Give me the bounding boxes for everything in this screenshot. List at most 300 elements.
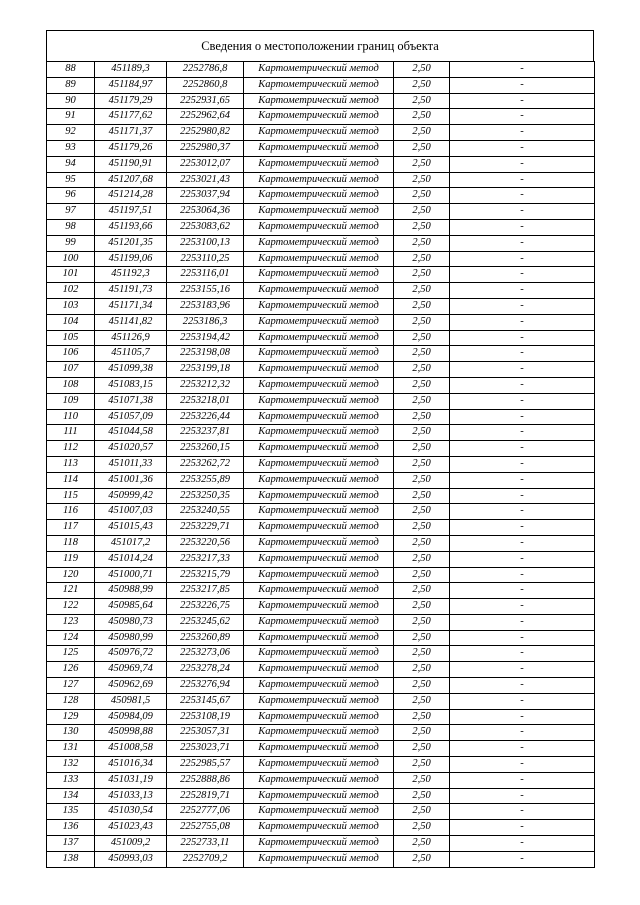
y-coordinate-cell: 2252888,86 (167, 772, 244, 788)
y-coordinate-cell: 2252962,64 (167, 109, 244, 125)
point-number-cell: 109 (47, 393, 95, 409)
y-coordinate-cell: 2253278,24 (167, 662, 244, 678)
method-cell: Картометрический метод (244, 219, 394, 235)
y-coordinate-cell: 2252709,2 (167, 851, 244, 867)
x-coordinate-cell: 451197,51 (95, 204, 167, 220)
method-cell: Картометрический метод (244, 330, 394, 346)
x-coordinate-cell: 450993,03 (95, 851, 167, 867)
description-cell: - (450, 377, 595, 393)
table-row (47, 425, 595, 441)
accuracy-cell: 2,50 (394, 520, 450, 536)
x-coordinate-cell: 451011,33 (95, 456, 167, 472)
x-coordinate-cell: 451023,43 (95, 820, 167, 836)
point-number-cell: 118 (47, 535, 95, 551)
y-coordinate-cell: 2253012,07 (167, 156, 244, 172)
accuracy-cell: 2,50 (394, 535, 450, 551)
method-cell: Картометрический метод (244, 125, 394, 141)
x-coordinate-cell: 451207,68 (95, 172, 167, 188)
description-cell: - (450, 441, 595, 457)
x-coordinate-cell: 450988,99 (95, 583, 167, 599)
description-cell: - (450, 820, 595, 836)
y-coordinate-cell: 2253194,42 (167, 330, 244, 346)
accuracy-cell: 2,50 (394, 820, 450, 836)
method-cell: Картометрический метод (244, 583, 394, 599)
accuracy-cell: 2,50 (394, 156, 450, 172)
table-row (47, 646, 595, 662)
description-cell: - (450, 409, 595, 425)
table-row (47, 851, 595, 867)
table-row (47, 172, 595, 188)
description-cell: - (450, 330, 595, 346)
description-cell: - (450, 599, 595, 615)
table-row (47, 377, 595, 393)
accuracy-cell: 2,50 (394, 456, 450, 472)
x-coordinate-cell: 450981,5 (95, 693, 167, 709)
table-row (47, 678, 595, 694)
accuracy-cell: 2,50 (394, 836, 450, 852)
description-cell: - (450, 567, 595, 583)
accuracy-cell: 2,50 (394, 741, 450, 757)
table-row (47, 456, 595, 472)
table-row (47, 314, 595, 330)
y-coordinate-cell: 2252985,57 (167, 757, 244, 773)
x-coordinate-cell: 451009,2 (95, 836, 167, 852)
y-coordinate-cell: 2253226,44 (167, 409, 244, 425)
point-number-cell: 94 (47, 156, 95, 172)
x-coordinate-cell: 451179,29 (95, 93, 167, 109)
description-cell: - (450, 693, 595, 709)
y-coordinate-cell: 2253245,62 (167, 614, 244, 630)
method-cell: Картометрический метод (244, 93, 394, 109)
accuracy-cell: 2,50 (394, 172, 450, 188)
accuracy-cell: 2,50 (394, 725, 450, 741)
table-row (47, 772, 595, 788)
table-row (47, 62, 595, 78)
accuracy-cell: 2,50 (394, 630, 450, 646)
accuracy-cell: 2,50 (394, 346, 450, 362)
x-coordinate-cell: 451099,38 (95, 362, 167, 378)
y-coordinate-cell: 2252755,08 (167, 820, 244, 836)
x-coordinate-cell: 451017,2 (95, 535, 167, 551)
description-cell: - (450, 551, 595, 567)
y-coordinate-cell: 2253116,01 (167, 267, 244, 283)
point-number-cell: 133 (47, 772, 95, 788)
x-coordinate-cell: 451015,43 (95, 520, 167, 536)
description-cell: - (450, 709, 595, 725)
x-coordinate-cell: 450985,64 (95, 599, 167, 615)
x-coordinate-cell: 451044,58 (95, 425, 167, 441)
y-coordinate-cell: 2253199,18 (167, 362, 244, 378)
method-cell: Картометрический метод (244, 520, 394, 536)
description-cell: - (450, 772, 595, 788)
description-cell: - (450, 251, 595, 267)
point-number-cell: 117 (47, 520, 95, 536)
y-coordinate-cell: 2253255,89 (167, 472, 244, 488)
accuracy-cell: 2,50 (394, 93, 450, 109)
x-coordinate-cell: 450976,72 (95, 646, 167, 662)
point-number-cell: 115 (47, 488, 95, 504)
description-cell: - (450, 425, 595, 441)
method-cell: Картометрический метод (244, 140, 394, 156)
method-cell: Картометрический метод (244, 788, 394, 804)
table-row (47, 804, 595, 820)
point-number-cell: 101 (47, 267, 95, 283)
table-row (47, 504, 595, 520)
point-number-cell: 134 (47, 788, 95, 804)
description-cell: - (450, 520, 595, 536)
y-coordinate-cell: 2253229,71 (167, 520, 244, 536)
point-number-cell: 111 (47, 425, 95, 441)
table-row (47, 614, 595, 630)
accuracy-cell: 2,50 (394, 693, 450, 709)
table-row (47, 725, 595, 741)
y-coordinate-cell: 2252931,65 (167, 93, 244, 109)
method-cell: Картометрический метод (244, 393, 394, 409)
x-coordinate-cell: 451071,38 (95, 393, 167, 409)
description-cell: - (450, 504, 595, 520)
method-cell: Картометрический метод (244, 156, 394, 172)
description-cell: - (450, 725, 595, 741)
table-row (47, 488, 595, 504)
table-row (47, 630, 595, 646)
y-coordinate-cell: 2252980,82 (167, 125, 244, 141)
x-coordinate-cell: 451192,3 (95, 267, 167, 283)
table-row (47, 235, 595, 251)
accuracy-cell: 2,50 (394, 330, 450, 346)
y-coordinate-cell: 2253108,19 (167, 709, 244, 725)
point-number-cell: 90 (47, 93, 95, 109)
y-coordinate-cell: 2253226,75 (167, 599, 244, 615)
x-coordinate-cell: 451179,26 (95, 140, 167, 156)
method-cell: Картометрический метод (244, 678, 394, 694)
y-coordinate-cell: 2252733,11 (167, 836, 244, 852)
description-cell: - (450, 535, 595, 551)
x-coordinate-cell: 451184,97 (95, 77, 167, 93)
accuracy-cell: 2,50 (394, 551, 450, 567)
table-row (47, 836, 595, 852)
x-coordinate-cell: 451105,7 (95, 346, 167, 362)
point-number-cell: 119 (47, 551, 95, 567)
x-coordinate-cell: 451201,35 (95, 235, 167, 251)
method-cell: Картометрический метод (244, 77, 394, 93)
method-cell: Картометрический метод (244, 772, 394, 788)
table-row (47, 535, 595, 551)
method-cell: Картометрический метод (244, 741, 394, 757)
table-row (47, 409, 595, 425)
table-row (47, 693, 595, 709)
y-coordinate-cell: 2253198,08 (167, 346, 244, 362)
point-number-cell: 97 (47, 204, 95, 220)
accuracy-cell: 2,50 (394, 377, 450, 393)
point-number-cell: 103 (47, 298, 95, 314)
method-cell: Картометрический метод (244, 188, 394, 204)
point-number-cell: 100 (47, 251, 95, 267)
method-cell: Картометрический метод (244, 377, 394, 393)
description-cell: - (450, 125, 595, 141)
description-cell: - (450, 614, 595, 630)
point-number-cell: 93 (47, 140, 95, 156)
y-coordinate-cell: 2253260,89 (167, 630, 244, 646)
y-coordinate-cell: 2253183,96 (167, 298, 244, 314)
y-coordinate-cell: 2253217,33 (167, 551, 244, 567)
accuracy-cell: 2,50 (394, 62, 450, 78)
x-coordinate-cell: 451014,24 (95, 551, 167, 567)
table-row (47, 599, 595, 615)
method-cell: Картометрический метод (244, 346, 394, 362)
accuracy-cell: 2,50 (394, 314, 450, 330)
x-coordinate-cell: 450962,69 (95, 678, 167, 694)
table-row (47, 567, 595, 583)
method-cell: Картометрический метод (244, 851, 394, 867)
table-row (47, 472, 595, 488)
method-cell: Картометрический метод (244, 535, 394, 551)
accuracy-cell: 2,50 (394, 441, 450, 457)
y-coordinate-cell: 2252777,06 (167, 804, 244, 820)
method-cell: Картометрический метод (244, 298, 394, 314)
accuracy-cell: 2,50 (394, 188, 450, 204)
table-row (47, 551, 595, 567)
description-cell: - (450, 62, 595, 78)
x-coordinate-cell: 451171,34 (95, 298, 167, 314)
y-coordinate-cell: 2253021,43 (167, 172, 244, 188)
method-cell: Картометрический метод (244, 441, 394, 457)
accuracy-cell: 2,50 (394, 472, 450, 488)
coordinates-table-body (47, 62, 595, 868)
method-cell: Картометрический метод (244, 456, 394, 472)
accuracy-cell: 2,50 (394, 804, 450, 820)
accuracy-cell: 2,50 (394, 772, 450, 788)
accuracy-cell: 2,50 (394, 646, 450, 662)
table-row (47, 709, 595, 725)
method-cell: Картометрический метод (244, 425, 394, 441)
point-number-cell: 138 (47, 851, 95, 867)
accuracy-cell: 2,50 (394, 788, 450, 804)
table-row (47, 109, 595, 125)
description-cell: - (450, 267, 595, 283)
method-cell: Картометрический метод (244, 283, 394, 299)
accuracy-cell: 2,50 (394, 504, 450, 520)
point-number-cell: 130 (47, 725, 95, 741)
method-cell: Картометрический метод (244, 693, 394, 709)
y-coordinate-cell: 2252819,71 (167, 788, 244, 804)
point-number-cell: 120 (47, 567, 95, 583)
document-title: Сведения о местоположении границ объекта (46, 30, 594, 62)
method-cell: Картометрический метод (244, 709, 394, 725)
description-cell: - (450, 488, 595, 504)
point-number-cell: 107 (47, 362, 95, 378)
point-number-cell: 114 (47, 472, 95, 488)
description-cell: - (450, 662, 595, 678)
accuracy-cell: 2,50 (394, 393, 450, 409)
point-number-cell: 127 (47, 678, 95, 694)
table-row (47, 362, 595, 378)
y-coordinate-cell: 2253100,13 (167, 235, 244, 251)
x-coordinate-cell: 450984,09 (95, 709, 167, 725)
x-coordinate-cell: 451033,13 (95, 788, 167, 804)
x-coordinate-cell: 451191,73 (95, 283, 167, 299)
method-cell: Картометрический метод (244, 662, 394, 678)
method-cell: Картометрический метод (244, 599, 394, 615)
x-coordinate-cell: 451030,54 (95, 804, 167, 820)
x-coordinate-cell: 451031,19 (95, 772, 167, 788)
y-coordinate-cell: 2253110,25 (167, 251, 244, 267)
table-row (47, 757, 595, 773)
table-row (47, 251, 595, 267)
point-number-cell: 116 (47, 504, 95, 520)
description-cell: - (450, 757, 595, 773)
point-number-cell: 125 (47, 646, 95, 662)
accuracy-cell: 2,50 (394, 583, 450, 599)
method-cell: Картометрический метод (244, 504, 394, 520)
description-cell: - (450, 788, 595, 804)
method-cell: Картометрический метод (244, 314, 394, 330)
x-coordinate-cell: 451057,09 (95, 409, 167, 425)
table-row (47, 77, 595, 93)
description-cell: - (450, 172, 595, 188)
method-cell: Картометрический метод (244, 62, 394, 78)
accuracy-cell: 2,50 (394, 251, 450, 267)
y-coordinate-cell: 2253145,67 (167, 693, 244, 709)
description-cell: - (450, 630, 595, 646)
x-coordinate-cell: 451020,57 (95, 441, 167, 457)
description-cell: - (450, 851, 595, 867)
method-cell: Картометрический метод (244, 235, 394, 251)
description-cell: - (450, 362, 595, 378)
table-row (47, 298, 595, 314)
accuracy-cell: 2,50 (394, 567, 450, 583)
accuracy-cell: 2,50 (394, 77, 450, 93)
accuracy-cell: 2,50 (394, 409, 450, 425)
method-cell: Картометрический метод (244, 757, 394, 773)
point-number-cell: 129 (47, 709, 95, 725)
point-number-cell: 136 (47, 820, 95, 836)
description-cell: - (450, 188, 595, 204)
accuracy-cell: 2,50 (394, 614, 450, 630)
x-coordinate-cell: 451083,15 (95, 377, 167, 393)
x-coordinate-cell: 451190,91 (95, 156, 167, 172)
point-number-cell: 124 (47, 630, 95, 646)
point-number-cell: 132 (47, 757, 95, 773)
y-coordinate-cell: 2253217,85 (167, 583, 244, 599)
accuracy-cell: 2,50 (394, 125, 450, 141)
accuracy-cell: 2,50 (394, 235, 450, 251)
method-cell: Картометрический метод (244, 804, 394, 820)
y-coordinate-cell: 2253215,79 (167, 567, 244, 583)
table-row (47, 788, 595, 804)
accuracy-cell: 2,50 (394, 599, 450, 615)
x-coordinate-cell: 451199,06 (95, 251, 167, 267)
table-row (47, 330, 595, 346)
y-coordinate-cell: 2253262,72 (167, 456, 244, 472)
x-coordinate-cell: 451016,34 (95, 757, 167, 773)
accuracy-cell: 2,50 (394, 851, 450, 867)
method-cell: Картометрический метод (244, 204, 394, 220)
method-cell: Картометрический метод (244, 614, 394, 630)
y-coordinate-cell: 2253057,31 (167, 725, 244, 741)
y-coordinate-cell: 2252786,8 (167, 62, 244, 78)
point-number-cell: 91 (47, 109, 95, 125)
table-row (47, 140, 595, 156)
accuracy-cell: 2,50 (394, 109, 450, 125)
table-row (47, 520, 595, 536)
x-coordinate-cell: 450969,74 (95, 662, 167, 678)
x-coordinate-cell: 451000,71 (95, 567, 167, 583)
method-cell: Картометрический метод (244, 251, 394, 267)
description-cell: - (450, 283, 595, 299)
accuracy-cell: 2,50 (394, 709, 450, 725)
y-coordinate-cell: 2253250,35 (167, 488, 244, 504)
point-number-cell: 106 (47, 346, 95, 362)
y-coordinate-cell: 2253064,36 (167, 204, 244, 220)
description-cell: - (450, 456, 595, 472)
y-coordinate-cell: 2253155,16 (167, 283, 244, 299)
point-number-cell: 137 (47, 836, 95, 852)
method-cell: Картометрический метод (244, 551, 394, 567)
document-sheet (46, 30, 594, 868)
description-cell: - (450, 678, 595, 694)
method-cell: Картометрический метод (244, 472, 394, 488)
point-number-cell: 122 (47, 599, 95, 615)
x-coordinate-cell: 451214,28 (95, 188, 167, 204)
description-cell: - (450, 77, 595, 93)
description-cell: - (450, 204, 595, 220)
point-number-cell: 92 (47, 125, 95, 141)
table-row (47, 741, 595, 757)
x-coordinate-cell: 451177,62 (95, 109, 167, 125)
description-cell: - (450, 93, 595, 109)
x-coordinate-cell: 450980,99 (95, 630, 167, 646)
accuracy-cell: 2,50 (394, 662, 450, 678)
table-row (47, 283, 595, 299)
method-cell: Картометрический метод (244, 725, 394, 741)
description-cell: - (450, 393, 595, 409)
method-cell: Картометрический метод (244, 409, 394, 425)
table-row (47, 583, 595, 599)
method-cell: Картометрический метод (244, 646, 394, 662)
method-cell: Картометрический метод (244, 109, 394, 125)
table-row (47, 441, 595, 457)
y-coordinate-cell: 2253260,15 (167, 441, 244, 457)
description-cell: - (450, 235, 595, 251)
table-row (47, 267, 595, 283)
method-cell: Картометрический метод (244, 630, 394, 646)
point-number-cell: 110 (47, 409, 95, 425)
description-cell: - (450, 804, 595, 820)
point-number-cell: 98 (47, 219, 95, 235)
y-coordinate-cell: 2253212,32 (167, 377, 244, 393)
method-cell: Картометрический метод (244, 820, 394, 836)
accuracy-cell: 2,50 (394, 204, 450, 220)
description-cell: - (450, 472, 595, 488)
y-coordinate-cell: 2253240,55 (167, 504, 244, 520)
method-cell: Картометрический метод (244, 488, 394, 504)
table-row (47, 93, 595, 109)
point-number-cell: 112 (47, 441, 95, 457)
x-coordinate-cell: 450999,42 (95, 488, 167, 504)
coordinates-table (46, 61, 595, 868)
description-cell: - (450, 314, 595, 330)
x-coordinate-cell: 451171,37 (95, 125, 167, 141)
x-coordinate-cell: 450998,88 (95, 725, 167, 741)
accuracy-cell: 2,50 (394, 283, 450, 299)
point-number-cell: 89 (47, 77, 95, 93)
accuracy-cell: 2,50 (394, 219, 450, 235)
y-coordinate-cell: 2253083,62 (167, 219, 244, 235)
point-number-cell: 121 (47, 583, 95, 599)
x-coordinate-cell: 451008,58 (95, 741, 167, 757)
x-coordinate-cell: 451007,03 (95, 504, 167, 520)
table-row (47, 820, 595, 836)
